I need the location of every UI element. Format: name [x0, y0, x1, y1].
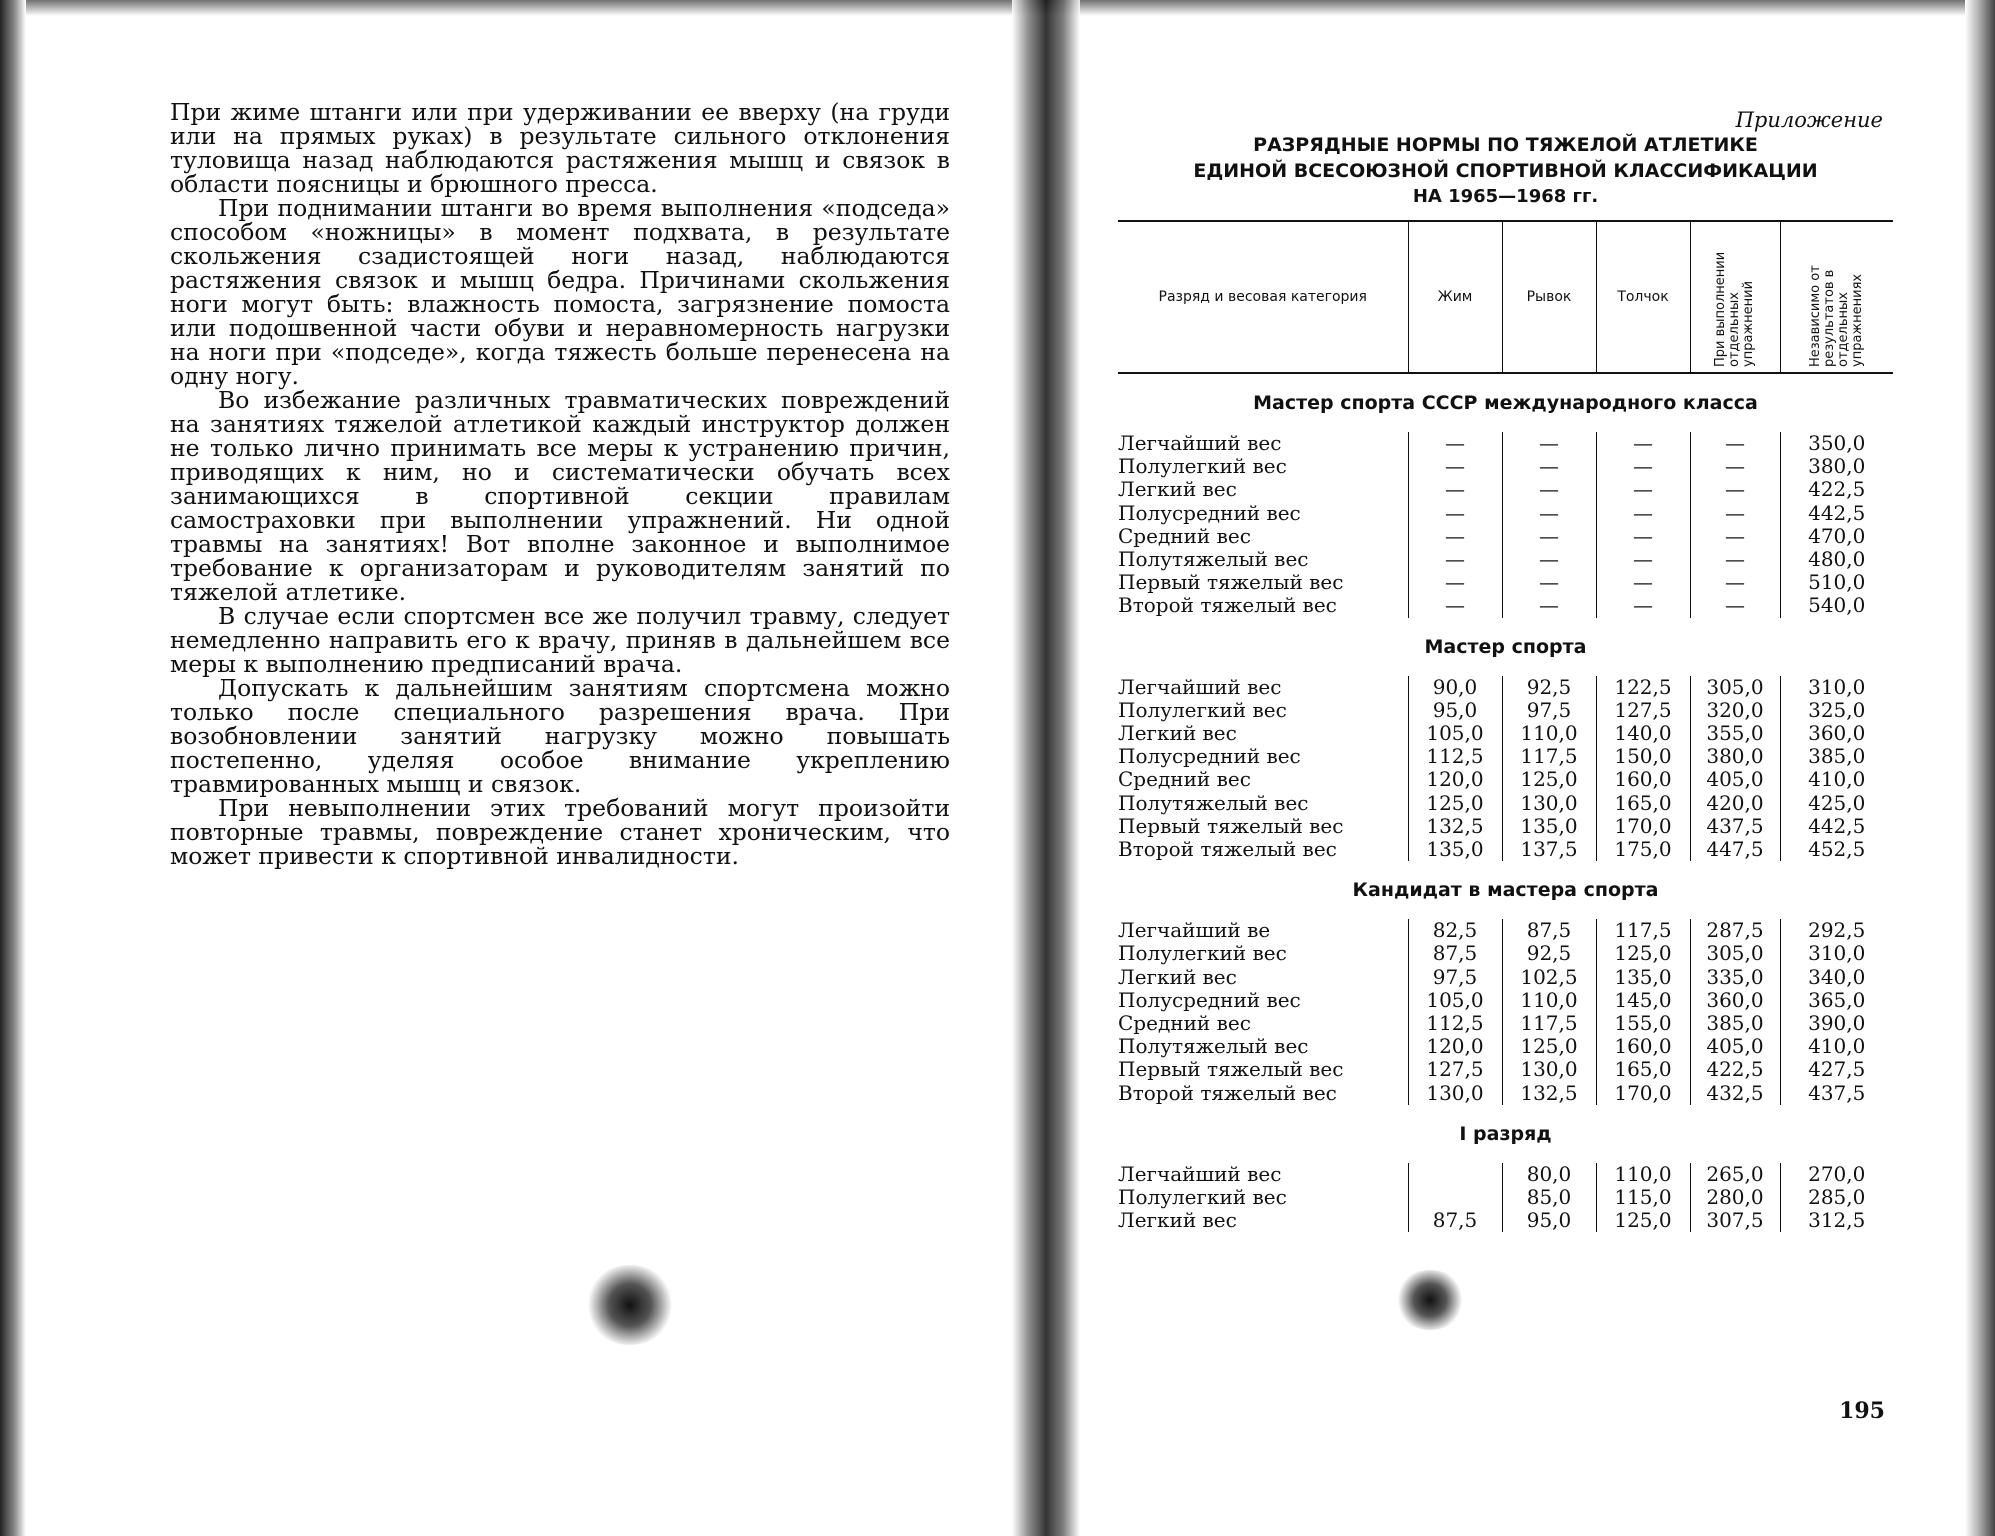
vertical-header-text: При выполнении отдельных упражнений — [1713, 251, 1756, 367]
table-row — [1118, 1035, 1893, 1058]
table-cell-snatch: 102,5 — [1502, 966, 1596, 989]
table-cell-jerk: 117,5 — [1596, 919, 1690, 942]
table-cell-sep: — — [1690, 548, 1780, 571]
table-cell-sep: — — [1690, 455, 1780, 478]
table-row — [1118, 966, 1893, 989]
page-title: РАЗРЯДНЫЕ НОРМЫ ПО ТЯЖЕЛОЙ АТЛЕТИКЕ — [1253, 134, 1758, 156]
scan-blot — [1395, 1270, 1465, 1330]
table-cell-snatch: 92,5 — [1502, 676, 1596, 699]
weight-category: Полулегкий вес — [1118, 454, 1287, 479]
table-cell-jerk: 125,0 — [1596, 942, 1690, 965]
table-cell-jerk: 135,0 — [1596, 966, 1690, 989]
table-row — [1118, 455, 1893, 478]
table-row — [1118, 432, 1893, 455]
table-cell-press: 120,0 — [1408, 768, 1502, 791]
table-cell-jerk: — — [1596, 502, 1690, 525]
table-cell-total: 425,0 — [1780, 792, 1893, 815]
table-row — [1118, 478, 1893, 501]
page-edge-shadow — [0, 0, 26, 1536]
page-title: НА 1965—1968 гг. — [1412, 186, 1599, 207]
section-header-row — [1118, 373, 1893, 432]
weight-category: Полусредний вес — [1118, 987, 1301, 1012]
vertical-header-text: Независимо от результатов в отдельных упражнениях — [1807, 265, 1865, 367]
table-cell-press: 112,5 — [1408, 1012, 1502, 1035]
table-cell-jerk: 170,0 — [1596, 1082, 1690, 1105]
table-cell-press: 120,0 — [1408, 1035, 1502, 1058]
table-cell-snatch: 130,0 — [1502, 1058, 1596, 1081]
table-cell-snatch: 117,5 — [1502, 745, 1596, 768]
table-row — [1118, 792, 1893, 815]
table-cell-sep: 355,0 — [1690, 722, 1780, 745]
table-cell-total: 540,0 — [1780, 594, 1893, 617]
table-cell-press: 105,0 — [1408, 722, 1502, 745]
weight-category: Легчайший вес — [1118, 431, 1282, 455]
weight-category: Легкий вес — [1118, 964, 1237, 989]
table-cell-press — [1408, 1186, 1502, 1209]
weight-category: Средний вес — [1118, 767, 1251, 792]
table-cell-sep: 385,0 — [1690, 1012, 1780, 1035]
weight-category: Полусредний вес — [1118, 744, 1301, 769]
table-cell-total: 442,5 — [1780, 502, 1893, 525]
table-cell-total: 427,5 — [1780, 1058, 1893, 1081]
weight-category: Второй тяжелый вес — [1118, 837, 1337, 862]
paragraph: При невыполнении этих требований могут произойти повторные травмы, повреждение станет хроническим, что может привести к спортивной инвалидности. — [170, 794, 950, 870]
paragraph: В случае если спортсмен все же получил травму, следует немедленно направить его к врачу, приняв в дальнейшем все меры к выполнению предписаний врача. — [170, 602, 950, 678]
weight-category: Легкий вес — [1118, 721, 1237, 746]
book-gutter — [1012, 0, 1080, 1536]
table-row — [1118, 919, 1893, 942]
table-cell-jerk: 160,0 — [1596, 768, 1690, 791]
table-cell-jerk: — — [1596, 594, 1690, 617]
weight-category: Средний вес — [1118, 1011, 1251, 1036]
table-cell-sep: 305,0 — [1690, 676, 1780, 699]
table-cell-jerk: 145,0 — [1596, 989, 1690, 1012]
table-cell-press: 127,5 — [1408, 1058, 1502, 1081]
table-cell-total: 325,0 — [1780, 699, 1893, 722]
table-cell-sep: 447,5 — [1690, 838, 1780, 861]
table-cell-sep: 405,0 — [1690, 1035, 1780, 1058]
table-cell-snatch: 97,5 — [1502, 699, 1596, 722]
table-row — [1118, 1209, 1893, 1232]
table-cell-snatch: 132,5 — [1502, 1082, 1596, 1105]
table-cell-total: 390,0 — [1780, 1012, 1893, 1035]
table-cell-jerk: 140,0 — [1596, 722, 1690, 745]
table-cell-jerk: 150,0 — [1596, 745, 1690, 768]
table-cell-press: 90,0 — [1408, 676, 1502, 699]
table-cell-snatch: 110,0 — [1502, 989, 1596, 1012]
table-cell-snatch: 87,5 — [1502, 919, 1596, 942]
norms-table — [1118, 220, 1893, 1232]
table-cell-snatch: — — [1502, 571, 1596, 594]
table-row — [1118, 1082, 1893, 1105]
weight-category: Первый тяжелый вес — [1118, 570, 1344, 595]
table-cell-total: 285,0 — [1780, 1186, 1893, 1209]
table-cell-sep: — — [1690, 594, 1780, 617]
table-cell-jerk: 170,0 — [1596, 815, 1690, 838]
table-cell-press: 132,5 — [1408, 815, 1502, 838]
left-page-text — [170, 100, 950, 868]
table-cell-total: 270,0 — [1780, 1163, 1893, 1186]
weight-category: Второй тяжелый вес — [1118, 593, 1337, 618]
table-row — [1118, 571, 1893, 594]
table-cell-sep: — — [1690, 478, 1780, 501]
section-title: Мастер спорта СССР международного класса — [1253, 392, 1758, 414]
table-cell-press: — — [1408, 502, 1502, 525]
table-cell-snatch: 110,0 — [1502, 722, 1596, 745]
table-cell-jerk: 122,5 — [1596, 676, 1690, 699]
table-cell-press: — — [1408, 478, 1502, 501]
table-cell-sep: — — [1690, 502, 1780, 525]
column-header: Жим — [1408, 221, 1502, 373]
section-title: Кандидат в мастера спорта — [1352, 879, 1659, 902]
table-cell-jerk: — — [1596, 571, 1690, 594]
weight-category: Первый тяжелый вес — [1118, 1057, 1344, 1082]
table-cell-press: 95,0 — [1408, 699, 1502, 722]
table-row — [1118, 676, 1893, 699]
table-cell-total: 422,5 — [1780, 478, 1893, 501]
table-cell-sep: — — [1690, 432, 1780, 455]
table-row — [1118, 548, 1893, 571]
table-cell-sep: 437,5 — [1690, 815, 1780, 838]
table-cell-snatch: 85,0 — [1502, 1186, 1596, 1209]
table-cell-jerk: 125,0 — [1596, 1209, 1690, 1232]
table-cell-snatch: — — [1502, 478, 1596, 501]
table-cell-snatch: 125,0 — [1502, 768, 1596, 791]
table-cell-snatch: — — [1502, 432, 1596, 455]
column-header: Разряд и весовая категория — [1118, 221, 1408, 373]
table-row — [1118, 525, 1893, 548]
norms-table-body — [1118, 373, 1893, 1232]
table-cell-sep: 265,0 — [1690, 1163, 1780, 1186]
column-header: Толчок — [1596, 221, 1690, 373]
table-cell-snatch: — — [1502, 502, 1596, 525]
table-row — [1118, 745, 1893, 768]
table-cell-jerk: 127,5 — [1596, 699, 1690, 722]
section-header-row — [1118, 861, 1893, 919]
table-cell-press: — — [1408, 571, 1502, 594]
table-cell-snatch: — — [1502, 525, 1596, 548]
table-cell-sep: 305,0 — [1690, 942, 1780, 965]
scan-blot — [585, 1265, 675, 1345]
table-cell-sep: 405,0 — [1690, 768, 1780, 791]
table-cell-total: 365,0 — [1780, 989, 1893, 1012]
table-cell-snatch: — — [1502, 548, 1596, 571]
weight-category: Средний вес — [1118, 523, 1251, 548]
table-cell-sep: 280,0 — [1690, 1186, 1780, 1209]
table-row — [1118, 1058, 1893, 1081]
table-cell-snatch: 137,5 — [1502, 838, 1596, 861]
table-cell-jerk: — — [1596, 455, 1690, 478]
appendix-label: Приложение — [1735, 108, 1883, 132]
table-row — [1118, 594, 1893, 617]
table-cell-sep: — — [1690, 525, 1780, 548]
table-row — [1118, 1012, 1893, 1035]
table-cell-press: — — [1408, 432, 1502, 455]
weight-category: Полутяжелый вес — [1118, 1034, 1309, 1059]
table-cell-press — [1408, 1163, 1502, 1186]
table-cell-press: 112,5 — [1408, 745, 1502, 768]
table-cell-total: 310,0 — [1780, 676, 1893, 699]
weight-category: Легчайший вес — [1118, 1161, 1282, 1186]
table-row — [1118, 815, 1893, 838]
table-cell-total: 437,5 — [1780, 1082, 1893, 1105]
table-cell-total: 385,0 — [1780, 745, 1893, 768]
table-cell-jerk: — — [1596, 432, 1690, 455]
weight-category: Полулегкий вес — [1118, 941, 1287, 966]
weight-category: Легкий вес — [1118, 477, 1237, 502]
page-edge-shadow — [1965, 0, 1995, 1536]
weight-category: Полулегкий вес — [1118, 1185, 1287, 1210]
table-cell-jerk: — — [1596, 525, 1690, 548]
table-cell-press: 82,5 — [1408, 919, 1502, 942]
paragraph: Допускать к дальнейшим занятиям спортсмена можно только после специального разрешения врача. При возобновлении занятий нагрузку можно повышать постепенно, уделяя особое внимание укреплению травмированных мышц и связок. — [170, 674, 950, 798]
table-cell-press: 105,0 — [1408, 989, 1502, 1012]
table-cell-total: 380,0 — [1780, 455, 1893, 478]
column-header: Рывок — [1502, 221, 1596, 373]
table-cell-sep: — — [1690, 571, 1780, 594]
column-header — [1780, 221, 1893, 373]
table-cell-total: 410,0 — [1780, 1035, 1893, 1058]
table-cell-total: 312,5 — [1780, 1209, 1893, 1232]
table-row — [1118, 838, 1893, 861]
weight-category: Легкий вес — [1118, 1208, 1237, 1233]
table-cell-press: — — [1408, 548, 1502, 571]
table-cell-sep: 307,5 — [1690, 1209, 1780, 1232]
table-cell-jerk: 110,0 — [1596, 1163, 1690, 1186]
table-cell-press: 125,0 — [1408, 792, 1502, 815]
table-cell-jerk: 165,0 — [1596, 1058, 1690, 1081]
section-header-row — [1118, 618, 1893, 676]
table-cell-sep: 287,5 — [1690, 919, 1780, 942]
table-cell-snatch: 92,5 — [1502, 942, 1596, 965]
table-cell-total: 410,0 — [1780, 768, 1893, 791]
table-cell-total: 470,0 — [1780, 525, 1893, 548]
table-cell-press: 87,5 — [1408, 942, 1502, 965]
table-cell-jerk: — — [1596, 478, 1690, 501]
column-header — [1690, 221, 1780, 373]
table-cell-press: 97,5 — [1408, 966, 1502, 989]
table-row — [1118, 989, 1893, 1012]
table-cell-sep: 320,0 — [1690, 699, 1780, 722]
weight-category: Полутяжелый вес — [1118, 790, 1309, 815]
page-edge-shadow — [0, 0, 1995, 16]
table-cell-total: 292,5 — [1780, 919, 1893, 942]
table-cell-sep: 422,5 — [1690, 1058, 1780, 1081]
table-cell-jerk: 160,0 — [1596, 1035, 1690, 1058]
table-cell-total: 310,0 — [1780, 942, 1893, 965]
section-title: I разряд — [1459, 1122, 1552, 1145]
table-cell-total: 360,0 — [1780, 722, 1893, 745]
table-cell-sep: 360,0 — [1690, 989, 1780, 1012]
table-row — [1118, 699, 1893, 722]
table-cell-snatch: 117,5 — [1502, 1012, 1596, 1035]
page-number: 195 — [1839, 1398, 1885, 1424]
weight-category: Легчайший вес — [1118, 674, 1282, 699]
weight-category: Полулегкий вес — [1118, 697, 1287, 722]
paragraph: При поднимании штанги во время выполнения «подседа» способом «ножницы» в момент подхвата, в результате скольжения сзадистоящей ноги назад, наблюдаются растяжения связок и мышц бедра. Причинами скольжения ноги могут быть: влажность помоста, загрязнение помоста или подошвенной части обуви и неравномерность нагрузки на ноги при «подседе», когда тяжесть больше перенесена на одну ногу. — [170, 194, 950, 390]
table-cell-press: — — [1408, 594, 1502, 617]
table-cell-snatch: — — [1502, 594, 1596, 617]
table-row — [1118, 722, 1893, 745]
table-cell-snatch: 130,0 — [1502, 792, 1596, 815]
paragraph: Во избежание различных травматических повреждений на занятиях тяжелой атлетикой каждый инструктор должен не только лично принимать все меры к устранению причин, приводящих к ним, но и систематически обучать всех занимающихся в спортивной секции правилам самостраховки при выполнении упражнений. Ни одной травмы на занятиях! Вот вполне законное и выполнимое требование к организаторам и руководителям занятий по тяжелой атлетике. — [170, 386, 950, 606]
table-cell-sep: 420,0 — [1690, 792, 1780, 815]
weight-category: Полусредний вес — [1118, 500, 1301, 525]
table-cell-press: 87,5 — [1408, 1209, 1502, 1232]
paragraph: При жиме штанги или при удерживании ее вверху (на груди или на прямых руках) в результате сильного отклонения туловища назад наблюдаются растяжения мышц и связок в области поясницы и брюшного пресса. — [170, 98, 950, 198]
weight-category: Полутяжелый вес — [1118, 547, 1309, 572]
table-row — [1118, 502, 1893, 525]
table-cell-snatch: — — [1502, 455, 1596, 478]
table-cell-total: 350,0 — [1780, 432, 1893, 455]
table-cell-snatch: 135,0 — [1502, 815, 1596, 838]
table-cell-total: 452,5 — [1780, 838, 1893, 861]
table-row — [1118, 768, 1893, 791]
weight-category: Легчайший ве — [1118, 918, 1271, 943]
table-cell-total: 510,0 — [1780, 571, 1893, 594]
section-title: Мастер спорта — [1424, 635, 1587, 658]
table-cell-press: 135,0 — [1408, 838, 1502, 861]
table-cell-sep: 380,0 — [1690, 745, 1780, 768]
weight-category: Первый тяжелый вес — [1118, 813, 1344, 838]
table-cell-jerk: 175,0 — [1596, 838, 1690, 861]
table-cell-snatch: 80,0 — [1502, 1163, 1596, 1186]
table-cell-sep: 335,0 — [1690, 966, 1780, 989]
table-row — [1118, 942, 1893, 965]
table-cell-jerk: — — [1596, 548, 1690, 571]
table-cell-snatch: 125,0 — [1502, 1035, 1596, 1058]
table-cell-jerk: 115,0 — [1596, 1186, 1690, 1209]
page-title: ЕДИНОЙ ВСЕСОЮЗНОЙ СПОРТИВНОЙ КЛАССИФИКАЦИИ — [1193, 160, 1818, 182]
table-cell-press: — — [1408, 525, 1502, 548]
weight-category: Второй тяжелый вес — [1118, 1080, 1337, 1105]
section-header-row — [1118, 1105, 1893, 1163]
table-cell-jerk: 165,0 — [1596, 792, 1690, 815]
table-cell-jerk: 155,0 — [1596, 1012, 1690, 1035]
table-cell-total: 442,5 — [1780, 815, 1893, 838]
table-row — [1118, 1163, 1893, 1186]
table-cell-sep: 432,5 — [1690, 1082, 1780, 1105]
right-page — [1118, 108, 1893, 1232]
table-cell-press: 130,0 — [1408, 1082, 1502, 1105]
table-row — [1118, 1186, 1893, 1209]
table-cell-press: — — [1408, 455, 1502, 478]
table-cell-total: 480,0 — [1780, 548, 1893, 571]
table-cell-total: 340,0 — [1780, 966, 1893, 989]
table-cell-snatch: 95,0 — [1502, 1209, 1596, 1232]
